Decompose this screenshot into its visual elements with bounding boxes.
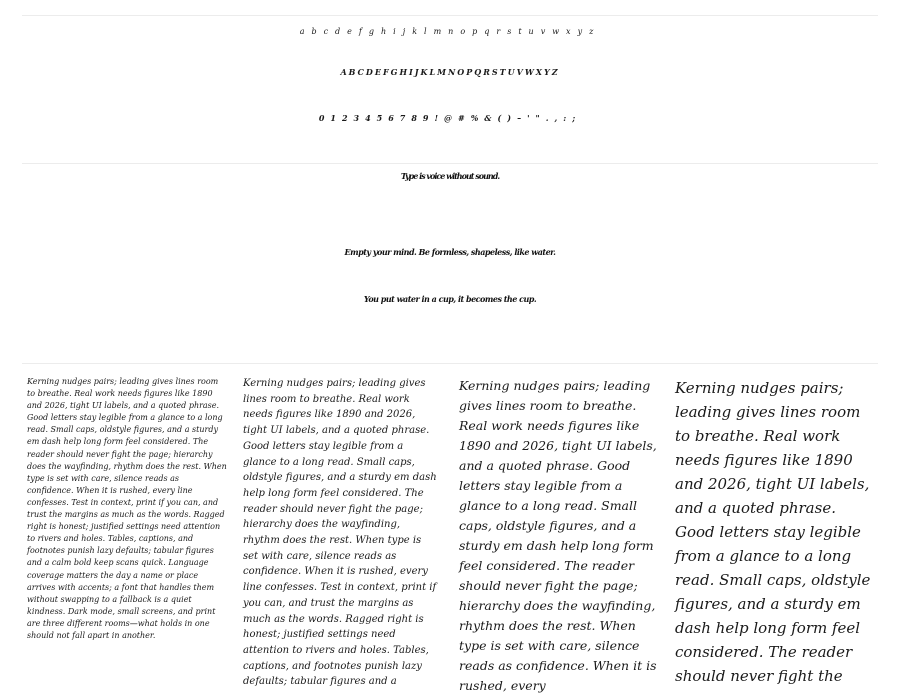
text-column-xlarge: Kerning nudges pairs; leading gives lines room to breathe. Real work needs figures like 1890 and 2026, tight UI labels, and a quoted phrase. Good letters stay legible from a glance to a long read. Small caps, oldstyle figures, and a sturdy em dash help long form feel considered. The reader should never fight the — [675, 379, 871, 685]
headlines-divider — [22, 363, 878, 364]
uppercase-glyph-row: ABCDEFGHIJKLMNOPQRSTUVWXYZ — [340, 67, 560, 77]
lowercase-glyph-row: abcdefghijklmnopqrstuvwxyz — [299, 27, 601, 36]
headline-secondary: Empty your mind. Be formless, shapeless, like water. — [344, 247, 556, 257]
headline-tertiary: You put water in a cup, it becomes the cup. — [363, 294, 537, 304]
text-column-medium: Kerning nudges pairs; leading gives lines room to breathe. Real work needs figures like 1890 and 2026, tight UI labels, and a quoted phrase. Good letters stay legible from a glance to a long read. Small caps, oldstyle figures, and a sturdy em dash help long form feel considered. The reader should never fight the page; hierarchy does the wayfinding, rhythm does the rest. When type is set with care, silence reads as confidence. When it is rushed, every line confesses. Test in context, print if you can, and trust the margins as much as the words. Ragged right is honest; justified settings need attention to rivers and holes. Tables, captions, and footnotes punish lazy defaults; tabular figures and a — [243, 378, 437, 688]
text-column-large: Kerning nudges pairs; leading gives lines room to breathe. Real work needs figures like 1890 and 2026, tight UI labels, and a quoted phrase. Good letters stay legible from a glance to a long read. Small caps, oldstyle figures, and a sturdy em dash help long form feel considered. The reader should never fight the page; hierarchy does the wayfinding, rhythm does the rest. When type is set with care, silence reads as confidence. When it is rushed, every — [459, 378, 657, 693]
text-column-small: Kerning nudges pairs; leading gives lines room to breathe. Real work needs figures like 1890 and 2026, tight UI labels, and a quoted phrase. Good letters stay legible from a glance to a long read. Small caps, oldstyle figures, and a sturdy em dash help long form feel considered. The reader should never fight the page; hierarchy does the wayfinding, rhythm does the rest. When type is set with care, silence reads as confidence. When it is rushed, every line confesses. Test in context, print if you can, and trust the margins as much as the words. Ragged right is honest; justified settings need attention to rivers and holes. Tables, captions, and footnotes punish lazy defaults; tabular figures and a calm bold keep scans quick. Language coverage matters the day a name or place arrives with accents; a font that handles them without swapping to a fallback is a quiet kindness. Dark mode, small screens, and print are three different rooms—what holds in one should not fall apart in another. — [27, 377, 227, 640]
headline-primary: Type is voice without sound. — [400, 171, 500, 181]
top-divider — [22, 15, 878, 16]
figures-punctuation-row: 0123456789!@#%&()–'".,:; — [318, 113, 582, 123]
glyphs-divider — [22, 163, 878, 164]
